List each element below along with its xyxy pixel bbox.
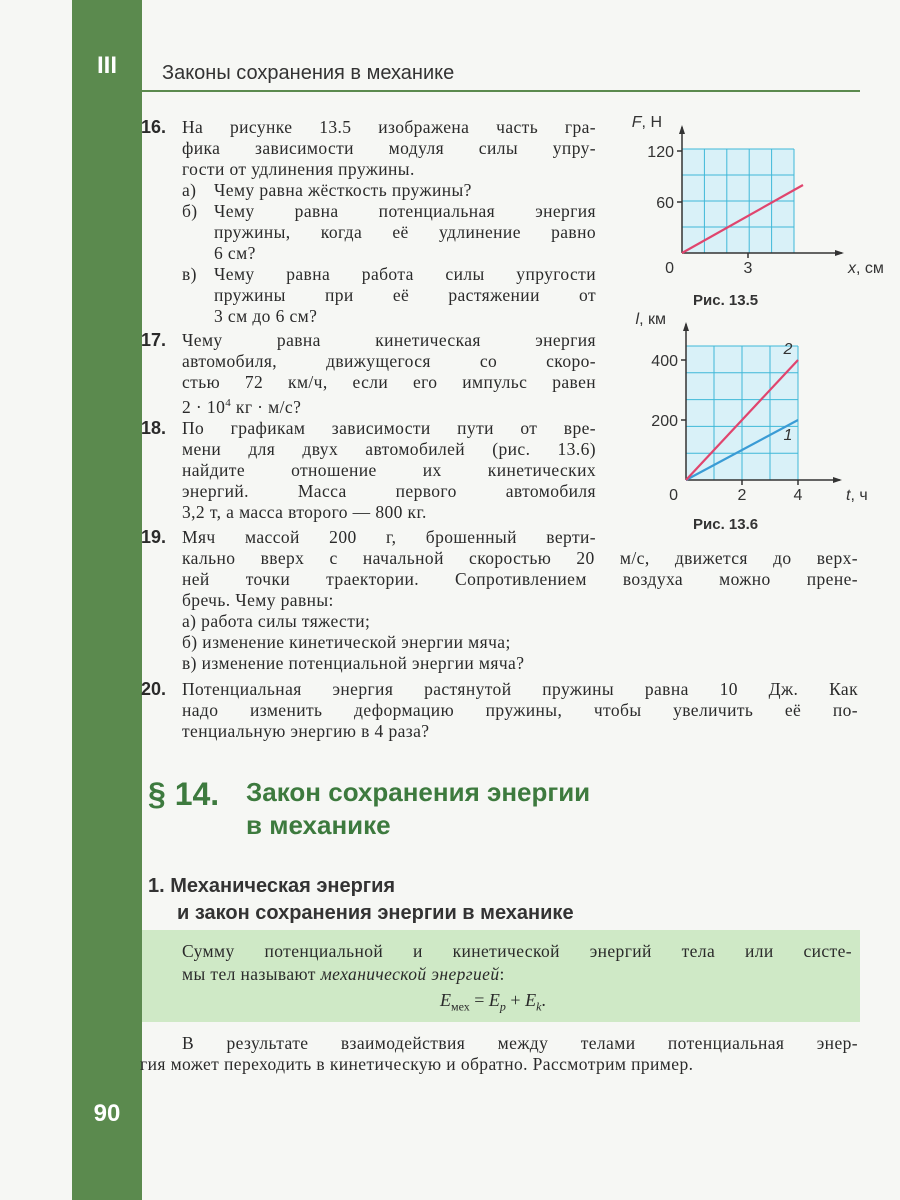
text-line: 3,2 т, а масса второго — 800 кг. bbox=[182, 502, 427, 522]
y-axis-arrow bbox=[683, 322, 689, 331]
text-line: гия может переходить в кинетическую и обратно. Рассмотрим пример. bbox=[140, 1054, 694, 1074]
problem-20-number: 20. bbox=[141, 679, 167, 699]
definition-prefix: мы тел называют bbox=[182, 964, 321, 984]
problem-16-a-text: Чему равна жёсткость пружины? bbox=[214, 180, 472, 200]
text-line: Чему равна кинетическая энергия bbox=[182, 330, 596, 350]
text-line: На рисунке 13.5 изображена часть гра- bbox=[182, 117, 596, 137]
impulse-unit: кг · м/с? bbox=[231, 396, 302, 417]
problem-16-c-label: в) bbox=[182, 264, 197, 284]
x-axis-arrow bbox=[835, 250, 844, 256]
x-tick-label: 3 bbox=[743, 260, 753, 277]
definition-text bbox=[182, 940, 852, 986]
figure-13-5-chart bbox=[610, 105, 884, 285]
y-axis-arrow bbox=[679, 125, 685, 134]
problem-17-number: 17. bbox=[141, 330, 167, 350]
impulse-mantissa: 2 · 10 bbox=[182, 396, 226, 417]
definition-term: механической энергией bbox=[320, 964, 500, 984]
text-line: Мяч массой 200 г, брошенный верти- bbox=[182, 527, 596, 547]
formula-lhs: E bbox=[440, 990, 451, 1010]
text-line: тенциальную энергию в 4 раза? bbox=[182, 721, 430, 741]
y-tick-label: 60 bbox=[656, 195, 674, 212]
figure-13-6-caption: Рис. 13.6 bbox=[693, 516, 759, 533]
margin-band bbox=[72, 0, 142, 1200]
text-line: в) изменение потенциальной энергии мяча? bbox=[182, 653, 525, 673]
chapter-title: Законы сохранения в механике bbox=[162, 62, 455, 84]
text-line: стью 72 км/ч, если его импульс равен bbox=[182, 372, 596, 392]
y-tick-label: 400 bbox=[651, 353, 678, 370]
text-line: бречь. Чему равны: bbox=[182, 590, 334, 610]
x-tick-label: 2 bbox=[737, 487, 747, 504]
text-line: автомобиля, движущегося со скоро- bbox=[182, 351, 596, 371]
body-paragraph bbox=[140, 1033, 858, 1075]
problem-19-text bbox=[182, 527, 858, 674]
problem-16-b-label: б) bbox=[182, 201, 198, 221]
formula-ek-sub: k bbox=[536, 999, 542, 1014]
y-axis-label: l, км bbox=[635, 311, 666, 328]
problem-16-text bbox=[182, 117, 596, 180]
impulse-exponent: 4 bbox=[225, 397, 232, 409]
formula-lhs-sub: мех bbox=[451, 999, 470, 1014]
section-number: § 14. bbox=[148, 776, 220, 812]
mechanical-energy-formula bbox=[440, 990, 546, 1015]
text-line: По графикам зависимости пути от вре- bbox=[182, 418, 596, 438]
header-rule bbox=[142, 90, 860, 92]
problem-18-text bbox=[182, 418, 596, 523]
subsection-title bbox=[148, 873, 574, 927]
problem-20-text bbox=[182, 679, 858, 742]
problem-16-number: 16. bbox=[141, 117, 167, 137]
text-line: Потенциальная энергия растянутой пружины равна 10 Дж. Как bbox=[182, 679, 858, 699]
problem-19-number: 19. bbox=[141, 527, 167, 547]
y-axis-label: F, Н bbox=[631, 114, 662, 131]
series-label: 1 bbox=[783, 427, 793, 444]
formula-ek: E bbox=[525, 990, 537, 1010]
definition-suffix: : bbox=[499, 964, 505, 984]
figure-13-5-caption: Рис. 13.5 bbox=[693, 292, 759, 309]
text-line: фика зависимости модуля силы упру- bbox=[182, 138, 596, 158]
formula-ep-sub: p bbox=[499, 999, 506, 1014]
x-tick-label: 4 bbox=[793, 487, 803, 504]
text-line: б) изменение кинетической энергии мяча; bbox=[182, 632, 511, 652]
text-line: а) работа силы тяжести; bbox=[182, 611, 371, 631]
definition-line bbox=[182, 963, 852, 986]
text-line: Чему равна работа силы упругости bbox=[214, 264, 596, 284]
text-line: Чему равна потенциальная энергия bbox=[214, 201, 596, 221]
text-line: энергий. Масса первого автомобиля bbox=[182, 481, 596, 501]
text-line: 3 см до 6 см? bbox=[214, 306, 318, 326]
section-title bbox=[246, 776, 590, 842]
formula-end: . bbox=[541, 990, 546, 1010]
x-axis-label: x, см bbox=[848, 260, 884, 277]
formula-plus: + bbox=[505, 990, 526, 1010]
series-label: 2 bbox=[783, 341, 793, 358]
text-line: надо изменить деформацию пружины, чтобы увеличить её по- bbox=[182, 700, 858, 720]
problem-16-b-text bbox=[214, 201, 596, 264]
subsection-title-line: и закон сохранения энергии в механике bbox=[177, 902, 574, 924]
problem-18-number: 18. bbox=[141, 418, 167, 438]
chapter-number: III bbox=[96, 52, 117, 79]
text-line: пружины при её растяжении от bbox=[214, 285, 596, 305]
text-line: пружины, когда её удлинение равно bbox=[214, 222, 596, 242]
x-axis-label: t, ч bbox=[846, 487, 868, 504]
problem-17-text bbox=[182, 330, 596, 418]
figure-13-6-chart bbox=[610, 311, 870, 510]
section-title-line: Закон сохранения энергии bbox=[246, 777, 591, 807]
text-line: В результате взаимодействия между телами потенциальная энер- bbox=[182, 1033, 858, 1053]
text-line: ней точки траектории. Сопротивлением воздуха можно прене- bbox=[182, 569, 858, 589]
text-line: 6 см? bbox=[214, 243, 256, 263]
problem-16-c-text bbox=[214, 264, 596, 327]
subsection-title-line: 1. Механическая энергия bbox=[148, 875, 396, 897]
y-tick-label: 200 bbox=[651, 413, 678, 430]
y-tick-label: 0 bbox=[669, 487, 678, 504]
formula-eq: = bbox=[469, 990, 489, 1010]
section-title-line: в механике bbox=[246, 810, 391, 840]
y-tick-label: 120 bbox=[647, 144, 674, 161]
definition-line: Сумму потенциальной и кинетической энергий тела или систе- bbox=[182, 941, 852, 961]
text-line: кально вверх с начальной скоростью 20 м/с, движется до верх- bbox=[182, 548, 858, 568]
page-number: 90 bbox=[93, 1100, 121, 1127]
text-line: гости от удлинения пружины. bbox=[182, 159, 415, 179]
text-line: мени для двух автомобилей (рис. 13.6) bbox=[182, 439, 596, 459]
formula-ep: E bbox=[488, 990, 500, 1010]
x-axis-arrow bbox=[833, 477, 842, 483]
text-line: найдите отношение их кинетических bbox=[182, 460, 596, 480]
y-tick-label: 0 bbox=[665, 260, 674, 277]
text-line bbox=[182, 393, 596, 418]
problem-16-a-label: а) bbox=[182, 180, 197, 200]
